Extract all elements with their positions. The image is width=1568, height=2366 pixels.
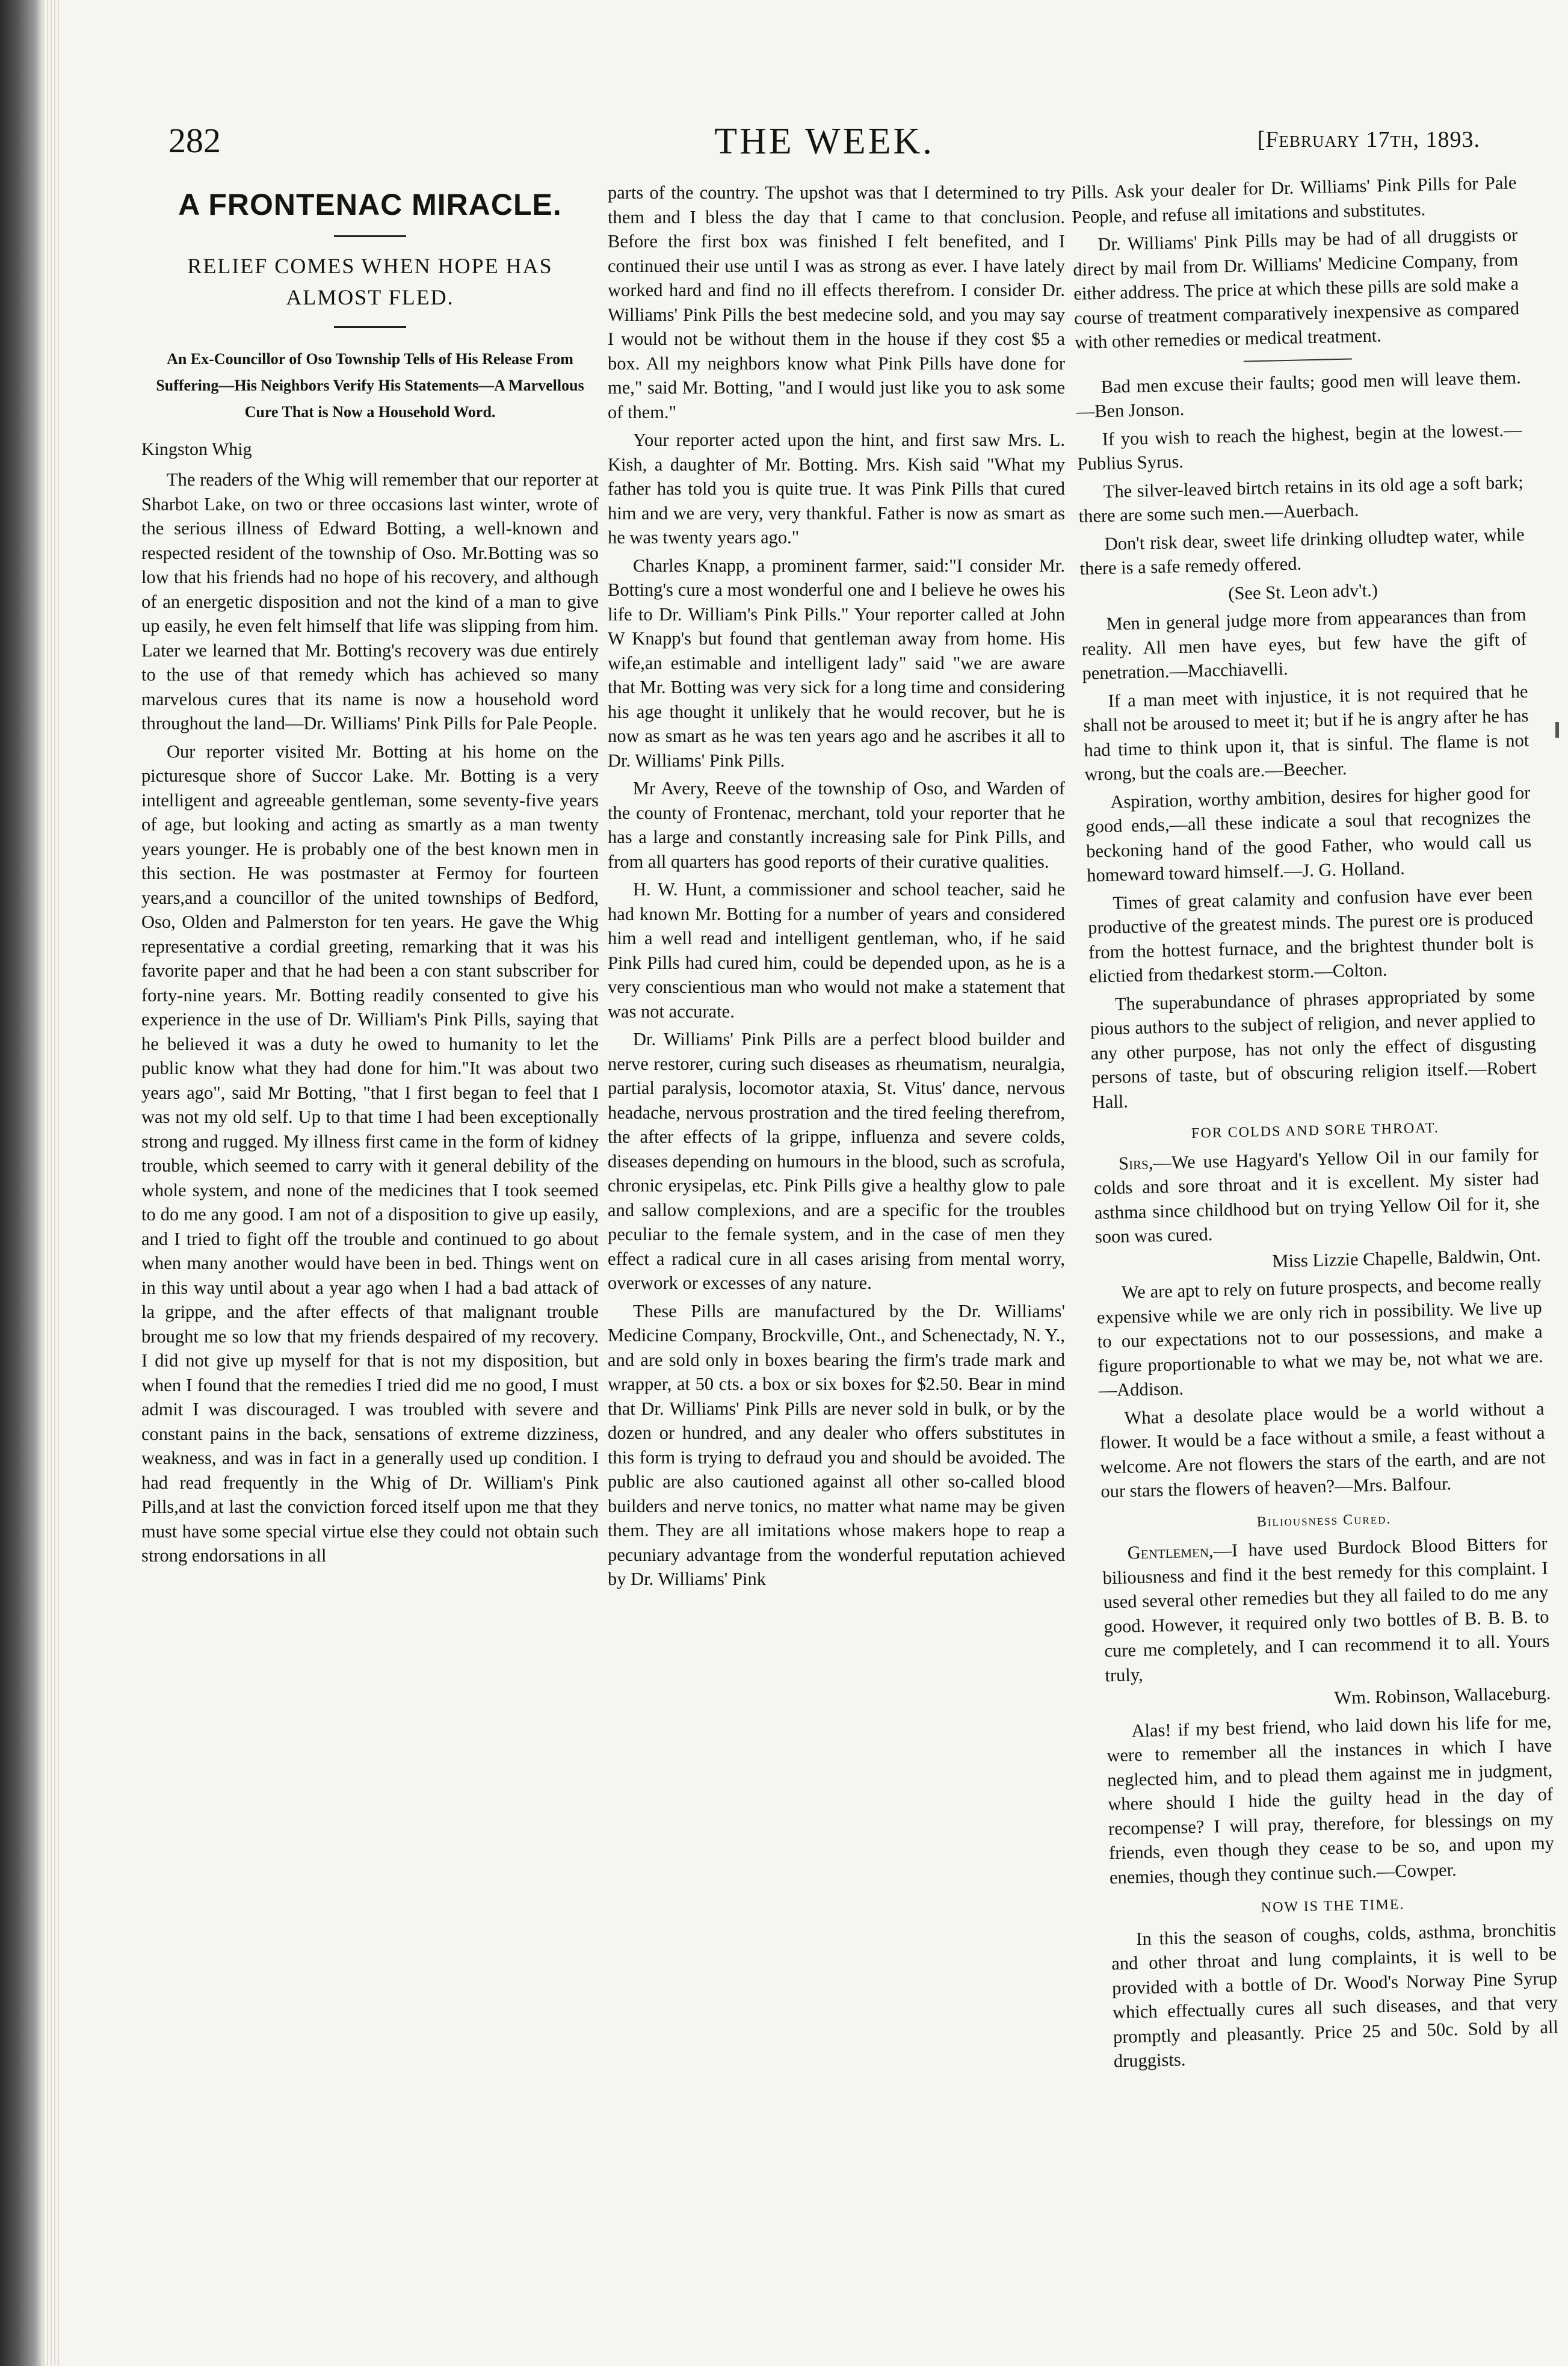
headline-rule xyxy=(334,235,406,237)
paragraph: Charles Knapp, a prominent farmer, said:"I consider Mr. Botting's cure a most wonderful one and I believe he owes his life to Dr. William's Pink Pills." Your reporter called at John W Knapp's but found that gentleman away from home. His wife,an estimable and intelligent lady" said "we are aware that Mr. Botting was very sick for a long time and considering his age thought it unlikely that he would recover, but he is now as smart as he was ten years ago and he ascribes it all to Dr. Williams' Pink Pills. xyxy=(608,555,1065,771)
quote: Don't risk dear, sweet life drinking olludtep water, while there is a safe remedy offered. xyxy=(1079,524,1525,579)
article-source: Kingston Whig xyxy=(141,439,252,459)
paragraph: These Pills are manufactured by the Dr. Williams' Medicine Company, Brockville, Ont., and Schenectady, N. Y., and are sold only in boxes bearing the firm's trade mark and wrapper, at 50 cts. a box or six boxes for $2.50. Bear in mind that Dr. Williams' Pink Pills are never sold in bulk, or by the dozen or hundred, and any dealer who offers substitutes in this form is trying to defraud you and should be avoided. The public are also cautioned against all other so-called blood builders and nerve tonics, no matter what name may be given them. They are all imitations whose makers hope to reap a pecuniary advantage from the wonderful reputation achieved by Dr. Williams' Pink xyxy=(608,1300,1065,1589)
quote: Bad men excuse their faults; good men will leave them.—Ben Jonson. xyxy=(1076,366,1521,422)
paragraph: Dr. Williams' Pink Pills are a perfect blood builder and nerve restorer, curing such diseases as rheumatism, neuralgia, partial paralysis, locomotor ataxia, St. Vitus' dance, nervous headache, nervous prostration and the tired feeling therefrom, the after effects of la grippe, influenza and severe colds, diseases depending on humours in the blood, such as scrofula, chronic erysipelas, etc. Pink Pills give a healthy glow to pale and sallow complexions, and are a specific for the troubles peculiar to the female system, and in the case of men they effect a radical cure in all cases arising from mental worry, overwork or excesses of any nature. xyxy=(608,1029,1065,1293)
ad-salutation: Gentlemen, xyxy=(1127,1540,1214,1563)
quote: Men in general judge more from appearances than from reality. All men have eyes, but few have the gift of penetration.—Macchiavelli. xyxy=(1081,604,1527,684)
ad-heading: Biliousness Cured. xyxy=(1256,1510,1392,1530)
quote: Aspiration, worthy ambition, desires for higher good for good ends,—all these indicate a soul that recognizes the beckoning hand of the good Father, who would call us homeward toward himself.—J. G. Holland. xyxy=(1085,782,1532,886)
quote: What a desolate place would be a world without a flower. It would be a face without a smile, a feast without a welcome. Are not flowers the stars of the earth, and are not our stars the flowers of heaven?—Mrs. Balfour. xyxy=(1099,1398,1546,1502)
paragraph: Our reporter visited Mr. Botting at his home on the picturesque shore of Succor Lake. Mr. Botting is a very intelligent and agreeable gentleman, some seventy-five years of age, but looking and acting as smartly as a man twenty years younger. He is probably one of the best known men in this section. He was postmaster at Fermoy for fourteen years,and a councillor of the united townships of Bedford, Oso, Olden and Palmerston for ten years. He gave the Whig representative a cordial greeting, remarking that it was his favorite paper and that he had been a con stant subscriber for forty-nine years. Mr. Botting readily consented to give his experience in the use of Dr. William's Pink Pills, saying that he believed it was a duty he owed to humanity to let the public know what they had done for him."It was about two years ago", said Mr Botting, "that I first began to feel that I was not my old self. Up to that time I had been exceptionally strong and rugged. My illness first came in the form of kidney trouble, which seemed to carry with it general debility of the whole system, and none of the medicines that I took seemed to do me any good. I am not of a disposition to give up easily, and I tried to fight off the trouble and continued to go about when many another would have been in bed. Things went on in this way until about a year ago when I had a bad attack of la grippe, and the after effects of that malignant trouble brought me so low that my friends despaired of my recovery. I did not give up myself for that is not my disposition, but when I found that the remedies I tried did me no good, I must admit I was discouraged. I was troubled with severe and constant pains in the back, sensations of extreme dizziness, weakness, and was in fact in a generally used up condition. I had read frequently in the Whig of Dr. William's Pink Pills,and at last the conviction forced itself upon me that they must have some special virtue else they could not obtain such strong endorsations in all xyxy=(141,741,599,1566)
paragraph: Pills. Ask your dealer for Dr. Williams' Pink Pills for Pale People, and refuse all imitations and substitutes. xyxy=(1071,172,1517,227)
book-binding xyxy=(0,0,43,2366)
pencil-mark xyxy=(1555,722,1559,738)
quote: Alas! if my best friend, who laid down his life for me, were to remember all the instances in which I have neglected him, and to plead them against me in judgment, where should I hide the guilty head in the day of recompense? I will pray, therefore, for blessings on my friends, even though they cease to be so, and upon my enemies, though they continue such.—Cowper. xyxy=(1107,1711,1555,1888)
paragraph: parts of the country. The upshot was that I determined to try them and I bless the day that I came to that conclusion. Before the first box was finished I felt benefited, and I continued their use until I was as strong as ever. I have lately worked hard and find no ill effects therefrom. I consider Dr. Williams' Pink Pills the best medecine sold, and you may say I would not be without them in the house if they cost $5 a box. All my neighbors know what Pink Pills have done for me," said Mr. Botting, "and I would just like you to ask some of them." xyxy=(608,182,1065,422)
ad-text: —We use Hagyard's Yellow Oil in our family for colds and sore throat and it is excellent. My sister had asthma since childhood but on trying Yellow Oil for it, she soon was cured. xyxy=(1093,1143,1540,1247)
quote: The silver-leaved birtch retains in its old age a soft bark; there are some such men.—Auerbach. xyxy=(1078,471,1523,527)
subhead-rule xyxy=(334,326,406,328)
page-header xyxy=(168,120,1480,175)
quote: We are apt to rely on future prospects, and become really expensive while we are only rich in possibility. We live up to our expectations not to our possessions, and make a figure proportionable to what we may be, not what we are.—Addison. xyxy=(1096,1272,1543,1401)
ad-signature: Miss Lizzie Chapelle, Baldwin, Ont. xyxy=(1272,1244,1542,1271)
ad-heading: FOR COLDS AND SORE THROAT. xyxy=(1191,1120,1440,1141)
issue-date: [February 17th, 1893. xyxy=(1257,127,1480,152)
column-2 xyxy=(608,181,1065,2335)
ad-salutation: Sirs, xyxy=(1118,1152,1153,1174)
paragraph: Your reporter acted upon the hint, and first saw Mrs. L. Kish, a daughter of Mr. Botting. Mrs. Kish said "What my father has told you is quite true. It was Pink Pills that cured him and we are very, very thankful. Father is now as smart as he was twenty years ago." xyxy=(608,430,1065,548)
paragraph: H. W. Hunt, a commissioner and school teacher, said he had known Mr. Botting for a number of years and considered him a well read and intelligent gentleman, who, if he said Pink Pills had cured him, could be depended upon, as he is a very conscientious man who would not make a statement that was not accurate. xyxy=(608,879,1065,1022)
ad-signature: Wm. Robinson, Wallaceburg. xyxy=(1334,1682,1551,1708)
ad-text: —I have used Burdock Blood Bitters for biliousness and find it the best remedy for this complaint. I used several other remedies but they all failed to do me any good. However, it required only two bottles of B. B. B. to cure me completely, and I can recommend it to all. Yours truly, xyxy=(1102,1533,1550,1685)
column-1 xyxy=(141,181,599,2335)
article-deck: An Ex-Councillor of Oso Township Tells of His Release From Suffering—His Neighbors Verify His Statements—A Marvellous Cure That is Now a Household Word. xyxy=(156,350,584,421)
quote: If you wish to reach the highest, begin at the lowest.—Publius Syrus. xyxy=(1077,419,1522,474)
paragraph: Dr. Williams' Pink Pills may be had of all druggists or direct by mail from Dr. Williams' Medicine Company, from either address. The price at which these pills are sold make a course of treatment comparatively inexpensive as compared with other remedies or medical treatment. xyxy=(1072,224,1520,353)
ad-body xyxy=(1102,1531,1550,1688)
column-3 xyxy=(1071,170,1565,2334)
ad-body: In this the season of coughs, colds, asthma, bronchitis and other throat and lung complaints, it is well to be provided with a bottle of Dr. Wood's Norway Pine Syrup which effectually cures all such diseases, and that very promptly and pleasantly. Price 25 and 50c. Sold by all druggists. xyxy=(1111,1918,1559,2072)
article-headline: A FRONTENAC MIRACLE. xyxy=(178,188,562,221)
quote: Times of great calamity and confusion have ever been productive of the greatest minds. The purest ore is produced from the hottest furnace, and the brightest thunder bolt is elictied from thedarkest storm.—Colton. xyxy=(1087,883,1534,987)
paragraph: Mr Avery, Reeve of the township of Oso, and Warden of the county of Frontenac, merchant, told your reporter that he has a large and constantly increasing sale for Pink Pills, and from all quarters has good reports of their curative qualities. xyxy=(608,778,1065,872)
ad-heading: NOW IS THE TIME. xyxy=(1261,1897,1405,1916)
paragraph: The readers of the Whig will remember that our reporter at Sharbot Lake, on two or three occasions last winter, wrote of the serious illness of Edward Botting, a well-known and respected resident of the township of Oso. Mr.Botting was so low that his friends had no hope of his recovery, and although of an energetic disposition and not the kind of a man to give up easily, he even felt himself that life was slipping from him. Later we learned that Mr. Botting's recovery was due entirely to the use of that remedy which has achieved so many marvelous cures that its name is now a household word throughout the land—Dr. Williams' Pink Pills for Pale People. xyxy=(141,469,599,734)
quote-note: (See St. Leon adv't.) xyxy=(1227,579,1378,604)
ad-body xyxy=(1093,1141,1540,1249)
publication-title: THE WEEK. xyxy=(714,121,934,162)
page-edges xyxy=(43,0,61,2366)
page-number: 282 xyxy=(168,121,221,160)
quote: The superabundance of phrases appropriated by some pious authors to the subject of religion, and never applied to any other purpose, has not only the effect of disgusting persons of taste, but of obscuring religion itself.—Robert Hall. xyxy=(1090,984,1537,1113)
article-subheadline: RELIEF COMES WHEN HOPE HAS ALMOST FLED. xyxy=(187,253,553,309)
section-divider xyxy=(1244,358,1352,362)
quote: If a man meet with injustice, it is not required that he shall not be aroused to meet it; but if he is angry after he has had time to think upon it, that is sinful. The flame is not wrong, but the coals are.—Beecher. xyxy=(1083,681,1529,785)
